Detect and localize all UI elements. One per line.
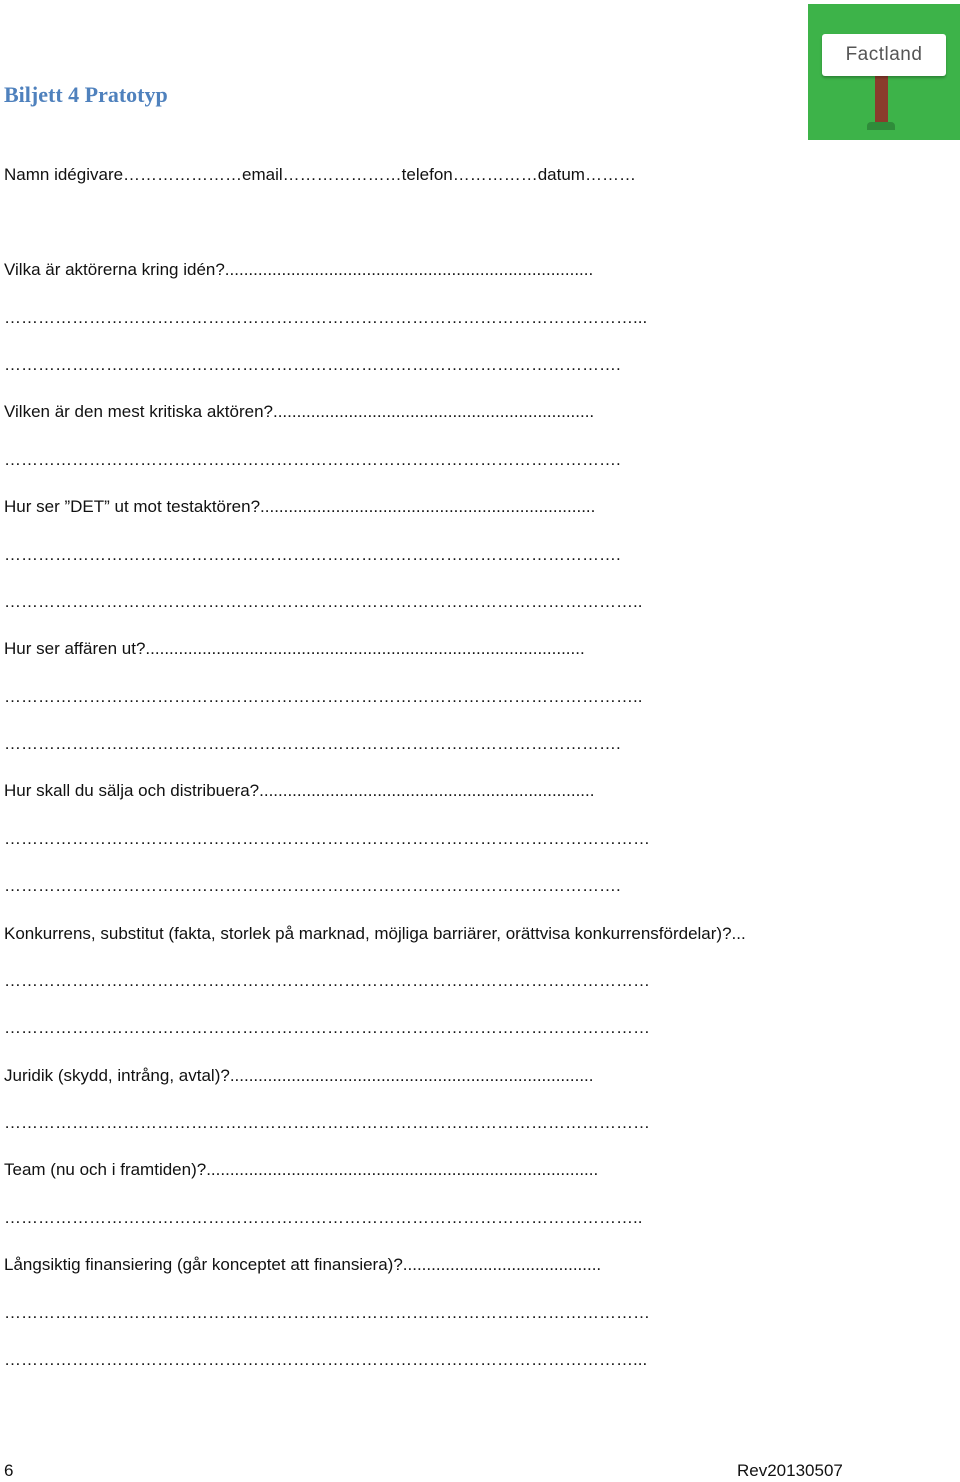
answer-line: ………………………………………………………………………………………………. <box>4 450 621 469</box>
form-field-name-email-phone-date: Namn idégivare…………………email…………………telefon……………datum……… <box>4 165 636 184</box>
question-financing: Långsiktig finansiering (går konceptet att finansiera)?.......................................... <box>4 1255 602 1274</box>
answer-line: …………………………………………………………………………………………………… <box>4 1018 650 1037</box>
answer-line: ………………………………………………………………………………………………….. <box>4 687 643 706</box>
answer-line: ………………………………………………………………………………………………. <box>4 355 621 374</box>
factland-logo <box>808 4 960 140</box>
page-number: 6 <box>4 1461 14 1480</box>
logo-sign <box>822 34 946 76</box>
answer-line: ………………………………………………………………………………………………….. <box>4 1208 643 1227</box>
question-critical-actor: Vilken är den mest kritiska aktören?.................................................................... <box>4 402 595 421</box>
question-actors: Vilka är aktörerna kring idén?.............................................................................. <box>4 260 594 279</box>
answer-line: …………………………………………………………………………………………………… <box>4 829 650 848</box>
document-title: Biljett 4 Pratotyp <box>4 82 168 107</box>
question-business: Hur ser affären ut?............................................................................................. <box>4 639 585 658</box>
answer-line: ………………………………………………………………………………………………….. <box>4 592 643 611</box>
question-sell-distribute: Hur skall du sälja och distribuera?....................................................................... <box>4 781 595 800</box>
answer-line: ………………………………………………………………………………………………. <box>4 545 621 564</box>
answer-line: ………………………………………………………………………………………………. <box>4 734 621 753</box>
question-competition: Konkurrens, substitut (fakta, storlek på marknad, möjliga barriärer, orättvisa konkurrensfördelar)?... <box>4 924 746 943</box>
answer-line: ………………………………………………………………………………………………. <box>4 876 621 895</box>
logo-text: Factland <box>845 44 923 65</box>
answer-line: …………………………………………………………………………………………………… <box>4 1303 650 1322</box>
answer-line: …………………………………………………………………………………………………... <box>4 308 648 327</box>
question-team: Team (nu och i framtiden)?................................................................................... <box>4 1160 599 1179</box>
revision-label: Rev20130507 <box>737 1461 843 1480</box>
answer-line: …………………………………………………………………………………………………… <box>4 971 650 990</box>
answer-line: …………………………………………………………………………………………………... <box>4 1350 648 1369</box>
question-test-actor: Hur ser ”DET” ut mot testaktören?....................................................................... <box>4 497 596 516</box>
logo-grass <box>867 122 895 130</box>
question-legal: Juridik (skydd, intrång, avtal)?............................................................................. <box>4 1066 594 1085</box>
answer-line: …………………………………………………………………………………………………… <box>4 1113 650 1132</box>
